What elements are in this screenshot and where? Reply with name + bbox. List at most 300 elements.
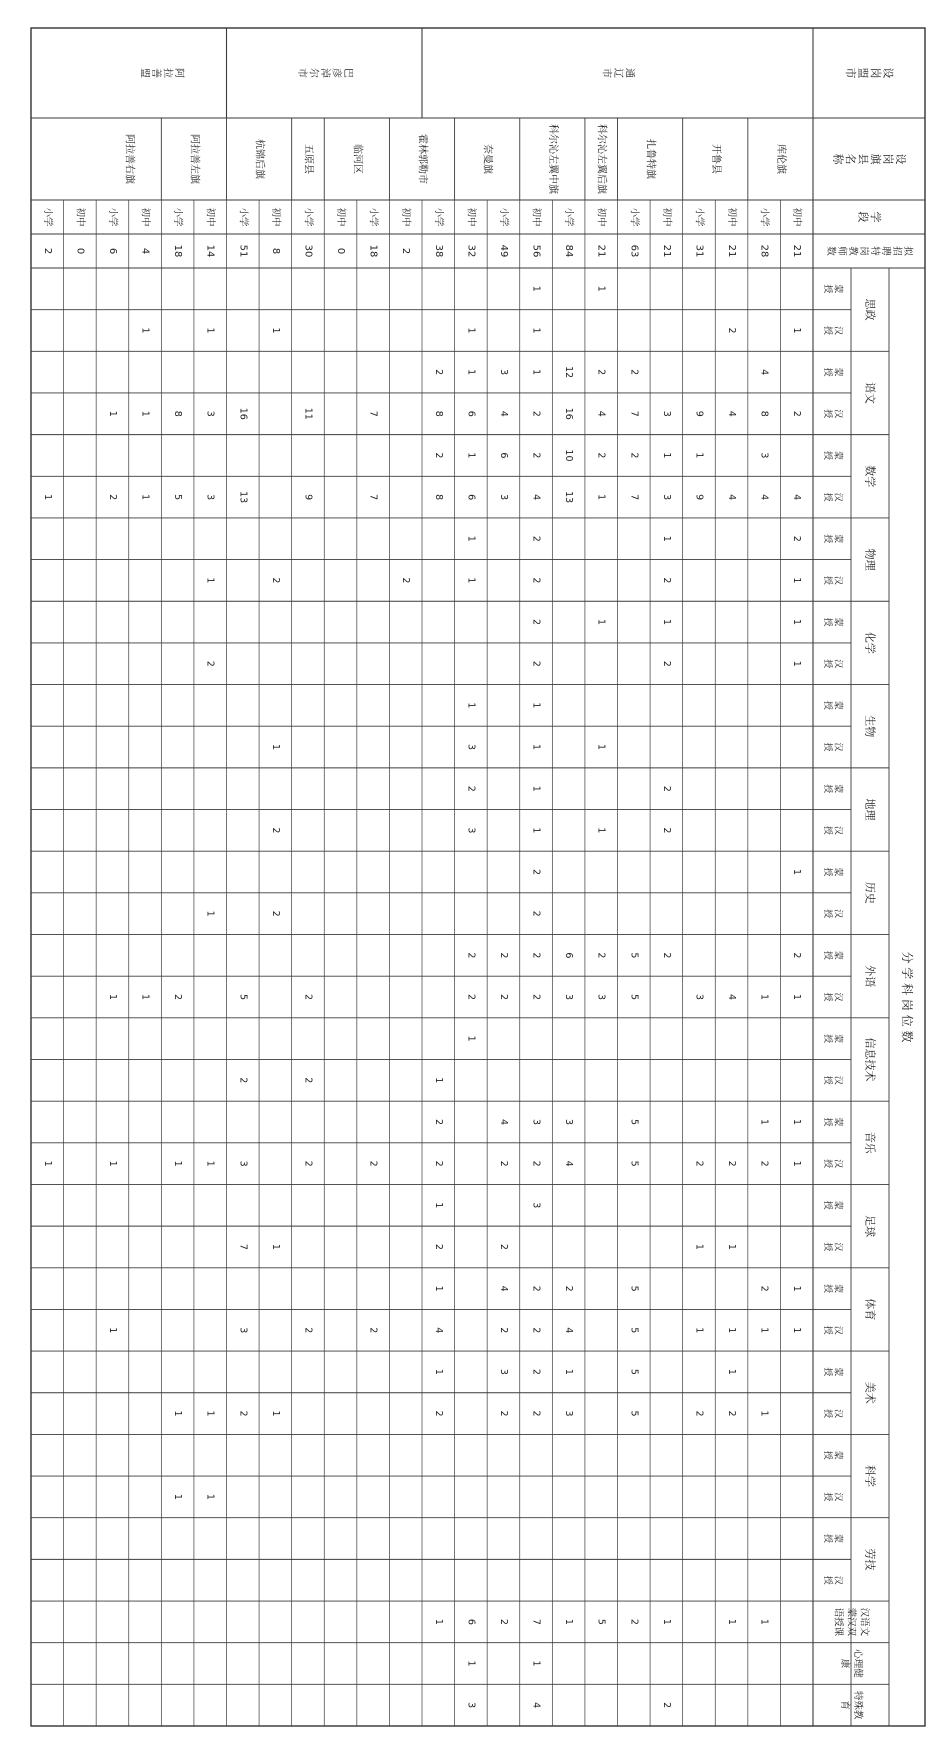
- cell-r4-c6: 1: [660, 535, 672, 542]
- subject-hn-10: [822, 1159, 844, 1168]
- row-level-19: 小学: [172, 207, 184, 227]
- header-total: [825, 246, 914, 256]
- cell-r7-c5: 13: [563, 491, 575, 504]
- cell-r16-c23: 1: [269, 1243, 281, 1250]
- cell-r7-c25: 4: [563, 1327, 575, 1334]
- cell-r1-c27: 1: [758, 1410, 770, 1417]
- cell-r4-c32: 1: [660, 1618, 672, 1625]
- table-glyph: 库伦旗: [774, 144, 786, 174]
- cell-r10-c6: 1: [465, 535, 477, 542]
- county-label-5: [482, 144, 495, 174]
- cell-r7-c26: 1: [563, 1368, 575, 1375]
- table-glyph: 岗: [858, 246, 869, 256]
- table-glyph: 设: [881, 67, 895, 79]
- subject-header-9: 信息技术: [863, 1037, 877, 1082]
- row-total-14: 0: [335, 247, 347, 255]
- cell-r2-c5: 4: [726, 494, 738, 501]
- subject-mn-8: [822, 951, 845, 960]
- row-level-9: 小学: [497, 207, 509, 227]
- row-level-13: 小学: [367, 207, 379, 227]
- subject-mn-1: [822, 368, 845, 377]
- subject-mn-6: [822, 784, 845, 793]
- cell-r20-c3: 1: [139, 410, 151, 417]
- subject-header-4: 化学: [863, 631, 877, 654]
- cell-r8-c3: 2: [530, 410, 542, 417]
- table-glyph: 授: [821, 1034, 832, 1044]
- cell-r11-c32: 1: [432, 1618, 444, 1625]
- table-glyph: 彦: [330, 68, 342, 78]
- cell-r20-c5: 1: [139, 494, 151, 501]
- table-glyph: 语授课: [832, 1607, 844, 1637]
- table-glyph: 巴: [341, 68, 353, 78]
- cell-r0-c21: 1: [791, 1160, 803, 1167]
- table-glyph: 汉: [832, 1325, 843, 1335]
- subject-header-5: 生物: [863, 715, 877, 738]
- table-glyph: 汉: [832, 992, 843, 1002]
- cell-r8-c17: 2: [530, 993, 542, 1001]
- cell-r6-c4: 2: [595, 452, 607, 459]
- table-glyph: 聘: [880, 246, 891, 256]
- table-glyph: 授: [821, 284, 832, 294]
- table-glyph: 授: [821, 1159, 832, 1169]
- cell-r0-c25: 1: [791, 1327, 803, 1334]
- table-glyph: 蒙: [832, 1450, 843, 1460]
- table-glyph: 授: [821, 992, 832, 1002]
- row-total-18: 14: [204, 244, 216, 258]
- cell-r10-c18: 1: [465, 1035, 477, 1042]
- cell-r9-c20: 4: [497, 1118, 509, 1125]
- cell-r7-c16: 6: [563, 952, 575, 959]
- table-glyph: 汉: [832, 909, 843, 919]
- subject-hn-9: [822, 1076, 844, 1085]
- cell-r3-c27: 2: [693, 1410, 705, 1417]
- subject-hn-3: [822, 576, 844, 585]
- table-glyph: 授: [821, 1284, 832, 1294]
- cell-r7-c27: 3: [563, 1410, 575, 1417]
- cell-r4-c12: 2: [660, 785, 672, 792]
- cell-r6-c0: 1: [595, 285, 607, 292]
- subject-mn-11: [822, 1201, 845, 1210]
- cell-r8-c33: 1: [530, 1660, 542, 1667]
- subject-mn-14: [822, 1451, 845, 1460]
- row-level-8: 初中: [530, 207, 542, 227]
- cell-r7-c32: 1: [563, 1618, 575, 1625]
- cell-r4-c8: 1: [660, 619, 672, 626]
- county-label-0: [775, 144, 788, 174]
- table-glyph: 授: [821, 1200, 832, 1210]
- cell-r10-c10: 1: [465, 702, 477, 709]
- table-glyph: 汉: [832, 1242, 843, 1252]
- table-glyph: 授: [821, 1409, 832, 1419]
- table-glyph: 授: [821, 950, 832, 960]
- cell-r5-c16: 5: [628, 952, 640, 959]
- cell-r23-c5: 1: [41, 494, 53, 501]
- cell-r15-c21: 2: [302, 1160, 314, 1167]
- cell-r6-c16: 2: [595, 952, 607, 959]
- cell-r3-c23: 1: [693, 1243, 705, 1250]
- table-glyph: 市: [600, 68, 612, 78]
- cell-r11-c20: 2: [432, 1118, 444, 1125]
- cell-r0-c24: 1: [791, 1285, 803, 1292]
- cell-r3-c3: 9: [693, 410, 705, 417]
- table-glyph: 授: [821, 325, 832, 335]
- subject-mn-2: [822, 451, 845, 460]
- table-glyph: 蒙: [832, 367, 843, 377]
- table-glyph: 汉: [832, 575, 843, 585]
- table-glyph: 段: [856, 211, 870, 223]
- cell-r17-c3: 16: [237, 407, 249, 420]
- cell-r11-c22: 1: [432, 1202, 444, 1209]
- cell-r18-c7: 1: [204, 577, 216, 584]
- subject-header-14: 科学: [863, 1465, 877, 1488]
- cell-r17-c25: 3: [237, 1327, 249, 1334]
- row-level-6: 初中: [595, 207, 607, 227]
- table-glyph: 授: [821, 1117, 832, 1127]
- cell-r16-c7: 2: [269, 577, 281, 584]
- row-total-11: 38: [432, 244, 444, 258]
- row-total-13: 18: [367, 244, 379, 258]
- subject-hn-7: [822, 909, 844, 918]
- cell-r17-c21: 3: [237, 1160, 249, 1167]
- cell-r8-c13: 1: [530, 827, 542, 834]
- row-level-0: 初中: [791, 207, 803, 227]
- table-glyph: 盟: [856, 67, 870, 79]
- cell-r1-c25: 1: [758, 1327, 770, 1334]
- subject-mn-4: [822, 618, 845, 627]
- subject-mn-3: [822, 534, 845, 543]
- cell-r23-c21: 1: [41, 1160, 53, 1167]
- cell-r5-c25: 5: [628, 1327, 640, 1334]
- cell-r4-c16: 2: [660, 952, 672, 959]
- cell-r11-c19: 1: [432, 1077, 444, 1084]
- table-glyph: 蒙: [832, 284, 843, 294]
- cell-r16-c1: 1: [269, 327, 281, 334]
- cell-r5-c20: 5: [628, 1118, 640, 1125]
- table-glyph: 授: [821, 1534, 832, 1544]
- cell-r9-c32: 2: [497, 1618, 509, 1625]
- table-glyph: 蒙: [832, 1200, 843, 1210]
- cell-r18-c3: 3: [204, 410, 216, 417]
- cell-r1-c21: 2: [758, 1160, 770, 1167]
- extra-header-1: [839, 1649, 864, 1678]
- table-glyph: 汉: [832, 659, 843, 669]
- cell-r10-c1: 1: [465, 327, 477, 334]
- table-glyph: 特: [869, 246, 880, 256]
- cell-r11-c23: 2: [432, 1243, 444, 1250]
- table-glyph: 汉: [832, 742, 843, 752]
- cell-r17-c5: 13: [237, 491, 249, 504]
- table-glyph: 扎鲁特旗: [644, 139, 656, 179]
- cell-r9-c17: 2: [497, 993, 509, 1001]
- row-total-5: 63: [628, 244, 640, 258]
- cell-r18-c27: 1: [204, 1410, 216, 1417]
- cell-r5-c3: 7: [628, 410, 640, 417]
- table-glyph: 旗: [868, 153, 882, 165]
- subject-mn-13: [822, 1367, 845, 1376]
- table-glyph: 数: [825, 246, 836, 256]
- subject-hn-15: [822, 1576, 844, 1585]
- cell-r0-c5: 4: [791, 494, 803, 501]
- table-glyph: 县: [856, 153, 870, 165]
- row-total-0: 21: [791, 244, 803, 258]
- cell-r7-c24: 2: [563, 1285, 575, 1292]
- table-glyph: 淖: [318, 68, 330, 78]
- row-total-2: 21: [726, 244, 738, 258]
- row-total-7: 84: [563, 244, 575, 258]
- subject-header-11: 足球: [863, 1215, 877, 1238]
- cell-r0-c14: 1: [791, 869, 803, 876]
- cell-r1-c24: 2: [758, 1285, 770, 1292]
- cell-r2-c3: 4: [726, 410, 738, 417]
- row-level-4: 初中: [660, 207, 672, 227]
- subject-hn-8: [822, 992, 844, 1001]
- cell-r8-c8: 2: [530, 619, 542, 626]
- cell-r10-c3: 6: [465, 410, 477, 417]
- row-total-21: 6: [106, 247, 118, 255]
- cell-r16-c15: 2: [269, 910, 281, 917]
- cell-r1-c17: 1: [758, 993, 770, 1001]
- table-glyph: 授: [821, 1242, 832, 1252]
- subject-hn-0: [822, 326, 844, 335]
- table-glyph: 辽: [612, 68, 623, 78]
- cell-r8-c15: 2: [530, 910, 542, 917]
- table-glyph: 盟: [138, 68, 150, 78]
- table-glyph: 授: [821, 909, 832, 919]
- cell-r4-c5: 3: [660, 494, 672, 501]
- county-label-4: [547, 124, 560, 194]
- cell-r21-c17: 1: [106, 993, 118, 1001]
- table-glyph: 招: [891, 246, 902, 256]
- table-glyph: 授: [821, 1492, 832, 1502]
- table-glyph: 授: [821, 575, 832, 585]
- table-glyph: 五原县: [302, 144, 314, 174]
- table-glyph: 师: [836, 246, 847, 256]
- cell-r5-c24: 5: [628, 1285, 640, 1292]
- city-label-2: [139, 68, 186, 78]
- cell-r10-c2: 1: [465, 369, 477, 376]
- subject-mn-9: [822, 1034, 845, 1043]
- cell-r9-c4: 6: [497, 452, 509, 459]
- cell-r10-c17: 2: [465, 993, 477, 1001]
- row-level-11: 小学: [432, 207, 444, 227]
- table-glyph: 蒙: [832, 1117, 843, 1127]
- subject-header-12: 体育: [863, 1298, 877, 1321]
- cell-r0-c20: 1: [791, 1118, 803, 1125]
- table-frame: [31, 28, 925, 1726]
- cell-r8-c5: 4: [530, 494, 542, 501]
- table-glyph: 阿拉善左旗: [188, 134, 200, 184]
- table-glyph: 汉: [832, 1075, 843, 1085]
- cell-r17-c27: 2: [237, 1410, 249, 1417]
- cell-r8-c6: 2: [530, 535, 542, 542]
- table-glyph: 霍林郭勒市: [416, 134, 428, 184]
- table-glyph: 善: [150, 68, 162, 78]
- table-glyph: 授: [821, 1575, 832, 1585]
- cell-r19-c21: 1: [172, 1160, 184, 1167]
- cell-r9-c16: 2: [497, 952, 509, 959]
- cell-r19-c17: 2: [172, 993, 184, 1001]
- cell-r17-c17: 5: [237, 993, 249, 1001]
- table-glyph: 蒙: [832, 867, 843, 877]
- cell-r19-c27: 1: [172, 1410, 184, 1417]
- cell-r8-c0: 1: [530, 285, 542, 292]
- table-glyph: 蒙: [832, 1367, 843, 1377]
- cell-r4-c7: 2: [660, 577, 672, 584]
- cell-r1-c32: 1: [758, 1618, 770, 1625]
- cell-r8-c4: 2: [530, 452, 542, 459]
- subject-header-3: 物理: [863, 548, 877, 571]
- table-glyph: 授: [821, 867, 832, 877]
- cell-r2-c21: 2: [726, 1160, 738, 1167]
- cell-r10-c16: 2: [465, 952, 477, 959]
- table-glyph: 授: [821, 825, 832, 835]
- cell-r3-c21: 2: [693, 1160, 705, 1167]
- cell-r1-c3: 8: [758, 410, 770, 417]
- cell-r6-c8: 1: [595, 619, 607, 626]
- cell-r0-c6: 2: [791, 535, 803, 542]
- header-subject-positions: 分 学 科 岗 位 数: [900, 951, 914, 1043]
- subject-header-15: 劳技: [863, 1548, 877, 1571]
- table-glyph: 心理健: [852, 1649, 863, 1678]
- table-glyph: 蒙: [832, 617, 843, 627]
- cell-r10-c13: 3: [465, 827, 477, 834]
- cell-r11-c24: 1: [432, 1285, 444, 1292]
- cell-r15-c19: 2: [302, 1077, 314, 1084]
- subject-header-8: 外语: [863, 965, 877, 988]
- table-glyph: 岗: [868, 67, 882, 79]
- cell-r4-c9: 2: [660, 660, 672, 667]
- table-glyph: 市: [295, 68, 307, 78]
- table-glyph: 阿拉善右旗: [123, 134, 135, 184]
- cell-r5-c32: 2: [628, 1618, 640, 1625]
- subject-header-7: 历史: [863, 881, 877, 904]
- cell-r9-c23: 2: [497, 1243, 509, 1250]
- cell-r0-c3: 2: [791, 410, 803, 417]
- cell-r10-c11: 3: [465, 744, 477, 751]
- table-glyph: 授: [821, 367, 832, 377]
- cell-r8-c24: 2: [530, 1285, 542, 1292]
- cell-r10-c12: 2: [465, 785, 477, 792]
- header-city: [844, 68, 895, 79]
- extra-header-2: [839, 1691, 864, 1720]
- cell-r0-c16: 2: [791, 952, 803, 959]
- table-glyph: 汉: [832, 1492, 843, 1502]
- cell-r5-c17: 5: [628, 993, 640, 1001]
- cell-r8-c7: 2: [530, 577, 542, 584]
- city-label-0: [601, 68, 636, 78]
- cell-r21-c5: 2: [106, 494, 118, 501]
- row-total-3: 31: [693, 244, 705, 258]
- cell-r0-c17: 1: [791, 993, 803, 1001]
- cell-r8-c21: 2: [530, 1160, 542, 1167]
- table-glyph: 名: [843, 153, 857, 165]
- row-level-20: 初中: [139, 207, 151, 227]
- table-glyph: 蒙: [832, 1284, 843, 1294]
- cell-r10-c5: 6: [465, 494, 477, 501]
- cell-r6-c3: 4: [595, 410, 607, 417]
- cell-r3-c5: 9: [693, 494, 705, 501]
- cell-r2-c27: 2: [726, 1410, 738, 1417]
- cell-r15-c3: 11: [302, 407, 314, 420]
- cell-r8-c27: 2: [530, 1410, 542, 1417]
- cell-r5-c27: 5: [628, 1410, 640, 1417]
- subject-header-0: 思政: [863, 298, 877, 321]
- cell-r0-c1: 1: [791, 327, 803, 334]
- row-total-4: 21: [660, 244, 672, 258]
- cell-r21-c25: 1: [106, 1327, 118, 1334]
- cell-r2-c32: 1: [726, 1618, 738, 1625]
- row-level-7: 小学: [563, 207, 575, 227]
- table-glyph: 蒙: [832, 784, 843, 794]
- subject-hn-13: [822, 1409, 844, 1418]
- cell-r13-c21: 2: [367, 1160, 379, 1167]
- cell-r6-c17: 3: [595, 993, 607, 1001]
- table-glyph: 汉语文: [858, 1607, 870, 1637]
- table-glyph: 特殊教: [852, 1690, 863, 1720]
- cell-r10-c7: 1: [465, 577, 477, 584]
- table-glyph: 授: [821, 659, 832, 669]
- cell-r16-c27: 1: [269, 1410, 281, 1417]
- table-glyph: 尔: [307, 68, 319, 78]
- cell-r2-c23: 1: [726, 1243, 738, 1250]
- county-label-9: [254, 139, 267, 179]
- row-level-14: 初中: [335, 207, 347, 227]
- cell-r1-c4: 3: [758, 452, 770, 459]
- cell-r7-c4: 10: [563, 449, 575, 462]
- cell-r20-c17: 1: [139, 993, 151, 1001]
- cell-r6-c32: 5: [595, 1618, 607, 1625]
- subject-mn-7: [822, 868, 845, 877]
- cell-r10-c33: 1: [465, 1660, 477, 1667]
- city-label-1: [296, 68, 354, 78]
- cell-r8-c16: 2: [530, 952, 542, 959]
- table-glyph: 设: [893, 153, 907, 165]
- subject-header-2: 数学: [863, 465, 877, 488]
- cell-r2-c26: 1: [726, 1368, 738, 1375]
- row-total-19: 18: [172, 244, 184, 258]
- county-label-8: [302, 144, 314, 174]
- cell-r8-c10: 1: [530, 702, 542, 709]
- subject-hn-11: [822, 1242, 844, 1251]
- county-label-7: [351, 144, 364, 174]
- row-total-9: 49: [497, 244, 509, 258]
- table-glyph: 汉: [832, 492, 843, 502]
- table-glyph: 汉: [832, 1575, 843, 1585]
- cell-r8-c9: 2: [530, 660, 542, 667]
- cell-r8-c34: 4: [530, 1702, 542, 1709]
- cell-r20-c1: 1: [139, 327, 151, 334]
- cell-r3-c17: 3: [693, 993, 705, 1001]
- cell-r18-c29: 1: [204, 1493, 216, 1500]
- row-level-21: 小学: [106, 207, 118, 227]
- county-label-11: [123, 134, 136, 184]
- cell-r2-c17: 4: [726, 993, 738, 1001]
- table-glyph: 开鲁县: [709, 144, 721, 174]
- cell-r0-c7: 1: [791, 577, 803, 584]
- cell-r10-c34: 3: [465, 1702, 477, 1709]
- cell-r7-c17: 3: [563, 993, 575, 1001]
- cell-r8-c26: 2: [530, 1368, 542, 1375]
- extra-header-0: [833, 1608, 871, 1637]
- table-glyph: 育: [839, 1700, 850, 1710]
- row-level-17: 小学: [237, 207, 249, 227]
- table-glyph: 授: [821, 700, 832, 710]
- cell-r2-c25: 1: [726, 1327, 738, 1334]
- cell-r11-c26: 1: [432, 1368, 444, 1375]
- cell-r1-c5: 4: [758, 494, 770, 501]
- cell-r15-c17: 2: [302, 993, 314, 1001]
- row-total-22: 0: [74, 247, 86, 255]
